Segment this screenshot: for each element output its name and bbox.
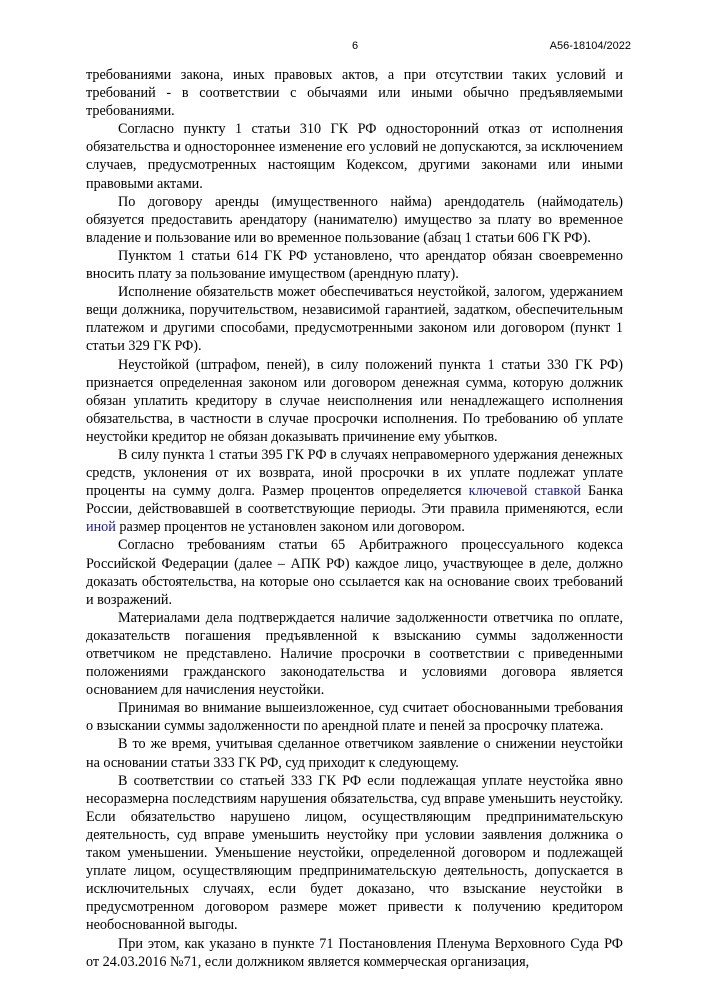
other-rate-link[interactable]: иной — [86, 519, 116, 536]
key-rate-link[interactable]: ключевой ставкой — [468, 483, 581, 500]
paragraph-9: Материалами дела подтверждается наличие задолженности ответчика по оплате, доказательств погашения предъявленной к взысканию суммы задолженности ответчиком не представлено. Наличие просрочки в соответствии с приведенными положениями гражданского законодательства и условиями договора является основанием для начисления неустойки. — [86, 609, 623, 699]
paragraph-7-text-1: В силу пункта 1 статьи 395 ГК РФ в случаях неправомерного удержания денежных средств, уклонения от их возврата, иной просрочки в их уплате подлежат уплате проценты на сумму долга. Размер процентов определяется — [86, 446, 623, 500]
paragraph-5: Исполнение обязательств может обеспечиваться неустойкой, залогом, удержанием вещи должника, поручительством, независимой гарантией, задатком, обеспечительным платежом и другими способами, предусмотренными законом или договором (пункт 1 статьи 329 ГК РФ). — [86, 284, 623, 355]
paragraph-7-text-2: Банка России, действовавшей в соответствующие периоды. Эти правила применяются, если — [86, 483, 624, 518]
paragraph-13: При этом, как указано в пункте 71 Постановления Пленума Верховного Суда РФ от 24.03.2016 №71, если должником является коммерческая организация, — [86, 935, 623, 970]
paragraph-7 — [86, 446, 623, 536]
paragraph-12: В соответствии со статьей 333 ГК РФ если подлежащая уплате неустойка явно несоразмерна последствиям нарушения обязательства, суд вправе уменьшить неустойку. Если обязательство нарушено лицом, осуществляющим предпринимательскую деятельность, суд вправе уменьшить неустойку при условии заявления должника о таком уменьшении. Уменьшение неустойки, определенной договором и подлежащей уплате лицом, осуществляющим предпринимательскую деятельность, допускается в исключительных случаях, если будет доказано, что взыскание неустойки в предусмотренном договором размере может привести к получению кредитором необоснованной выгоды. — [86, 772, 623, 934]
paragraph-8: Согласно требованиям статьи 65 Арбитражного процессуального кодекса Российской Федерации (далее – АПК РФ) каждое лицо, участвующее в деле, должно доказать обстоятельства, на которые оно ссылается как на основание своих требований и возражений. — [86, 537, 623, 608]
document-body — [86, 66, 623, 971]
page-number: 6 — [351, 40, 359, 52]
paragraph-7-text-3: размер процентов не установлен законом или договором. — [115, 519, 465, 536]
case-number: А56-18104/2022 — [549, 40, 631, 52]
paragraph-10: Принимая во внимание вышеизложенное, суд считает обоснованными требования о взыскании суммы задолженности по арендной плате и пеней за просрочку платежа. — [86, 700, 623, 735]
paragraph-11: В то же время, учитывая сделанное ответчиком заявление о снижении неустойки на основании статьи 333 ГК РФ, суд приходит к следующему. — [86, 736, 623, 771]
paragraph-6: Неустойкой (штрафом, пеней), в силу положений пункта 1 статьи 330 ГК РФ) признается определенная законом или договором денежная сумма, которую должник обязан уплатить кредитору в случае неисполнения или ненадлежащего исполнения обязательства, в частности в случае просрочки исполнения. По требованию об уплате неустойки кредитор не обязан доказывать причинение ему убытков. — [86, 356, 623, 445]
paragraph-2: Согласно пункту 1 статьи 310 ГК РФ односторонний отказ от исполнения обязательства и одностороннее изменение его условий не допускаются, за исключением случаев, предусмотренных настоящим Кодексом, другими законами или иными правовыми актами. — [86, 121, 623, 192]
paragraph-1: требованиями закона, иных правовых актов, а при отсутствии таких условий и требований - в соответствии с обычаями или иными обычно предъявляемыми требованиями. — [86, 67, 623, 120]
paragraph-3: По договору аренды (имущественного найма) арендодатель (наймодатель) обязуется предоставить арендатору (нанимателю) имущество за плату во временное владение и пользование или во временное пользование (абзац 1 статьи 606 ГК РФ). — [86, 193, 623, 246]
paragraph-4: Пунктом 1 статьи 614 ГК РФ установлено, что арендатор обязан своевременно вносить плату за пользование имуществом (арендную плату). — [86, 247, 623, 283]
